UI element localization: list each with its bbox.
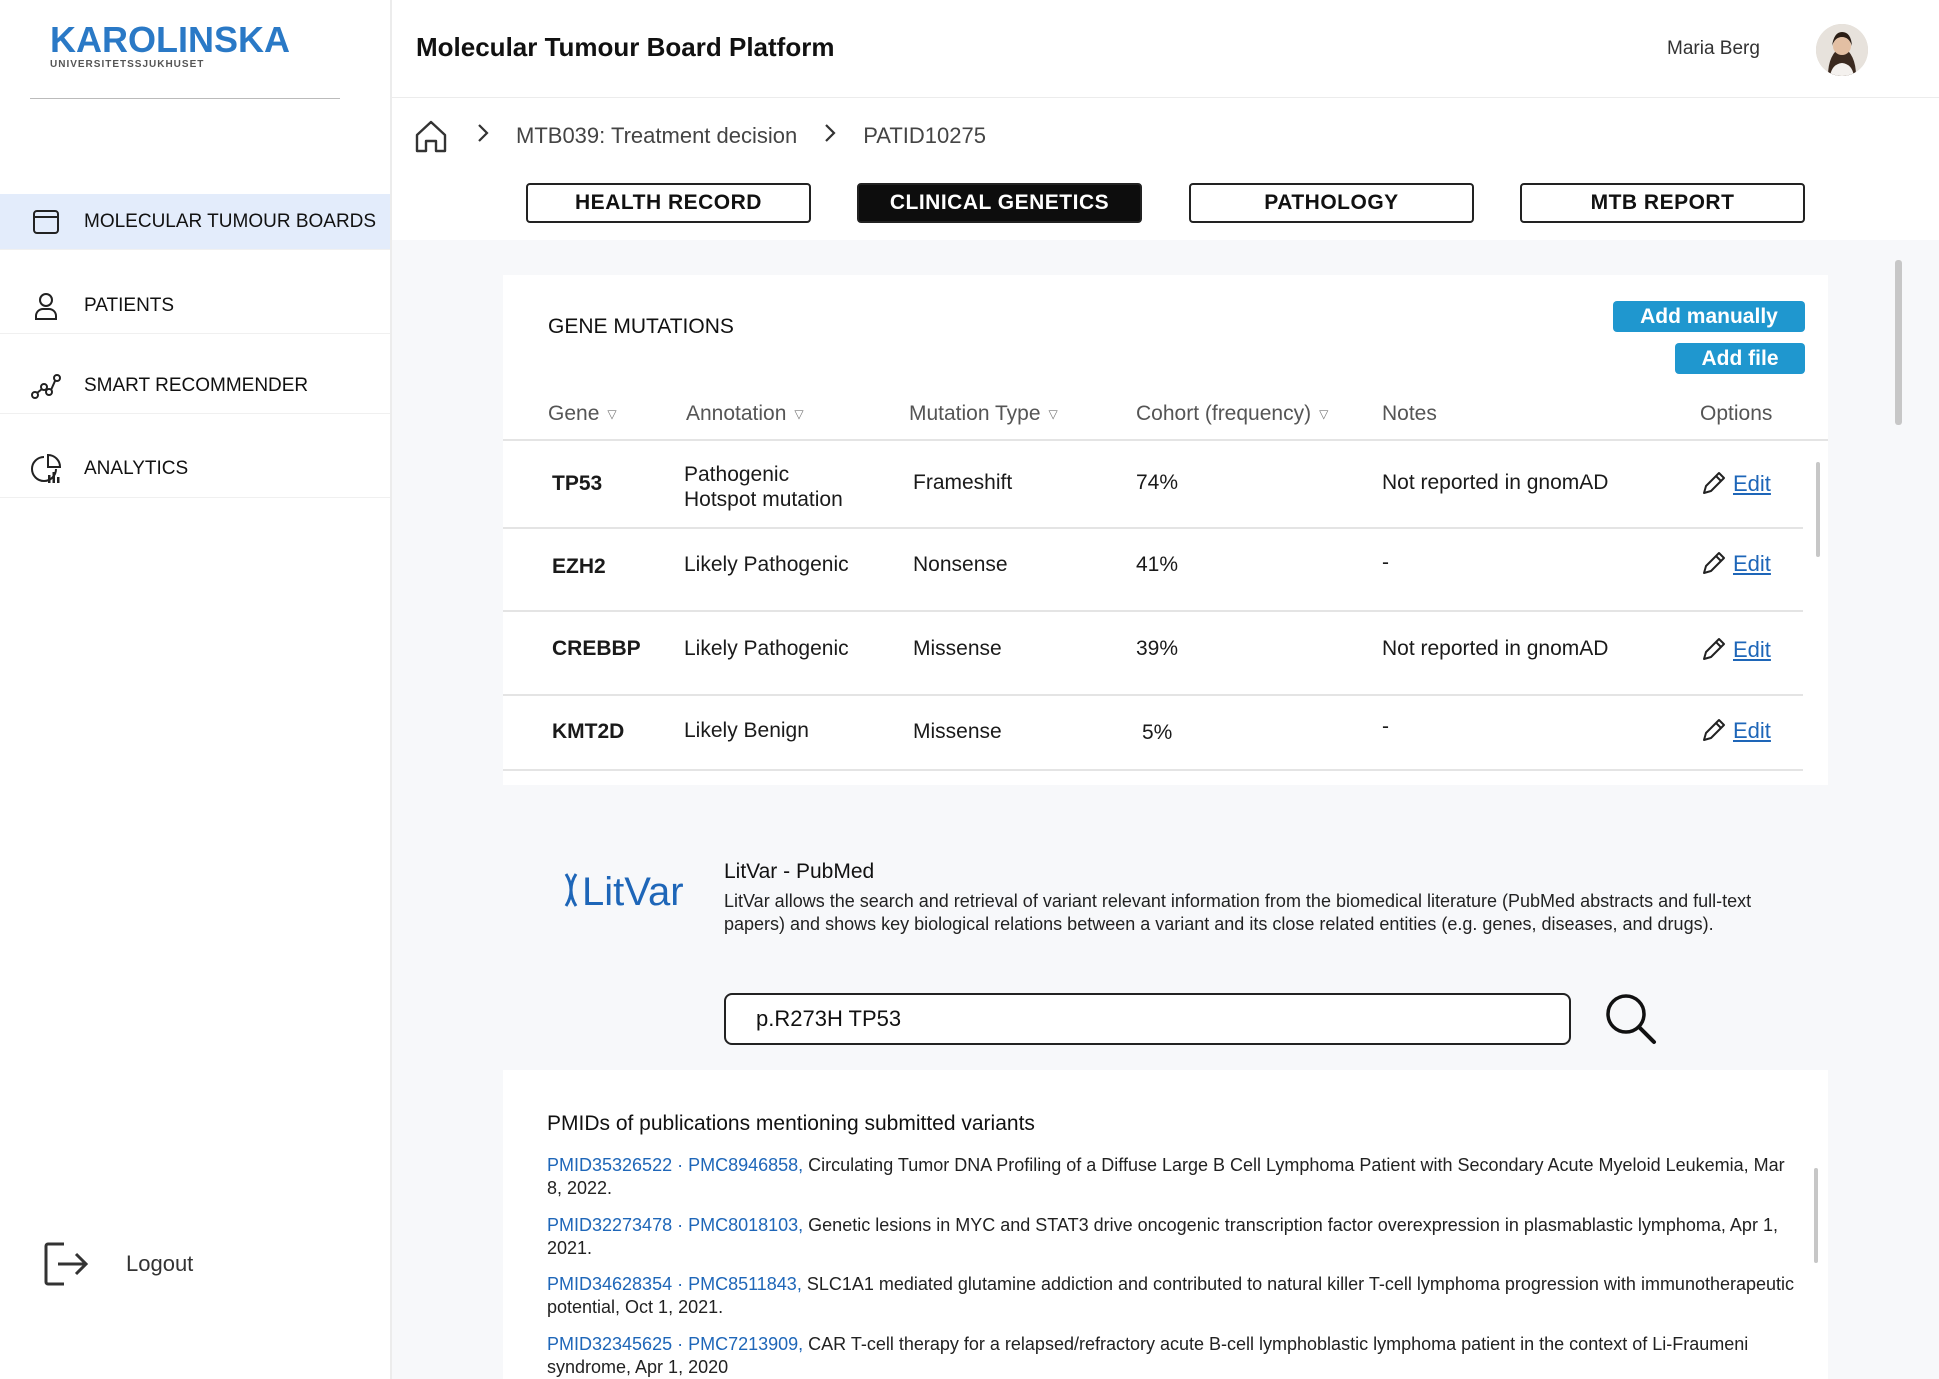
- user-name[interactable]: Maria Berg: [1667, 38, 1760, 59]
- annotation-cell: Likely Pathogenic: [684, 637, 849, 660]
- main-scrollbar[interactable]: [1895, 260, 1902, 425]
- edit-label: Edit: [1733, 718, 1771, 743]
- column-header-options: [1700, 402, 1772, 426]
- top-header: [392, 0, 1939, 98]
- gene-cell: TP53: [552, 472, 603, 495]
- pencil-icon: [1699, 717, 1727, 745]
- annotation-cell: Likely Pathogenic: [684, 553, 849, 576]
- litvar-description: LitVar allows the search and retrieval of variant relevant information from the biomedical literature (PubMed abstracts and full-text papers) and shows key biological relations between a variant and its close related entities (e.g. genes, diseases, and drugs).: [724, 891, 1752, 934]
- publication-text: Circulating Tumor DNA Profiling of a Diffuse Large B Cell Lymphoma Patient with Secondary Acute Myeloid Leukemia, Mar 8, 2022.: [547, 1155, 1785, 1198]
- column-label: Gene: [548, 402, 600, 425]
- breadcrumb-item-patient[interactable]: PATID10275: [863, 123, 986, 148]
- column-label: Mutation Type: [909, 402, 1041, 425]
- tab-pathology[interactable]: PATHOLOGY: [1189, 183, 1474, 223]
- pencil-icon: [1699, 470, 1727, 498]
- edit-link[interactable]: [1699, 470, 1771, 498]
- sidebar: [0, 0, 392, 1379]
- graph-nodes-icon: [30, 370, 62, 402]
- logout-label: Logout: [126, 1251, 194, 1276]
- pie-chart-icon: [30, 453, 62, 485]
- row-divider: [503, 769, 1803, 771]
- search-icon[interactable]: [1602, 990, 1660, 1048]
- breadcrumb: [412, 116, 986, 156]
- column-header-notes: [1382, 402, 1437, 426]
- sort-down-icon: ▽: [1048, 407, 1058, 421]
- add-file-button[interactable]: Add file: [1675, 343, 1805, 374]
- annotation-cell: Likely Benign: [684, 719, 809, 742]
- pmid-link[interactable]: PMID34628354 · PMC8511843,: [547, 1274, 802, 1294]
- publication-item: [547, 1154, 1797, 1200]
- sort-down-icon: ▽: [607, 407, 617, 421]
- litvar-search-input[interactable]: [724, 993, 1571, 1045]
- annotation-cell: [684, 462, 843, 512]
- app-title: Molecular Tumour Board Platform: [416, 32, 835, 62]
- mutation-type-cell: Missense: [913, 720, 1002, 743]
- cohort-cell: 5%: [1142, 721, 1173, 744]
- tab-mtb-report[interactable]: MTB REPORT: [1520, 183, 1805, 223]
- chevron-right-icon: [476, 122, 490, 150]
- sidebar-item-label: MOLECULAR TUMOUR BOARDS: [84, 210, 377, 232]
- logout-icon: [40, 1238, 92, 1290]
- litvar-title: LitVar - PubMed: [724, 860, 875, 883]
- sidebar-item-smart-recommender[interactable]: [0, 358, 390, 414]
- column-label: Annotation: [686, 402, 787, 425]
- cohort-cell: 41%: [1136, 553, 1179, 576]
- publications-scrollbar[interactable]: [1814, 1168, 1818, 1263]
- column-header-gene[interactable]: [548, 402, 617, 426]
- annotation-line: Pathogenic: [684, 463, 790, 486]
- edit-label: Edit: [1733, 637, 1771, 662]
- edit-label: Edit: [1733, 471, 1771, 496]
- mutation-type-cell: Nonsense: [913, 553, 1008, 576]
- column-label: Notes: [1382, 402, 1437, 425]
- sort-down-icon: ▽: [794, 407, 804, 421]
- pencil-icon: [1699, 550, 1727, 578]
- pmid-link[interactable]: PMID32273478 · PMC8018103,: [547, 1215, 804, 1235]
- column-header-annotation[interactable]: [686, 402, 804, 426]
- sidebar-item-molecular-tumour-boards[interactable]: [0, 194, 390, 250]
- publication-text: CAR T-cell therapy for a relapsed/refractory acute B-cell lymphoblastic lymphoma patient in the context of Li-Fraumeni syndrome, Apr 1, 2020: [547, 1334, 1749, 1377]
- notes-cell: -: [1382, 551, 1389, 574]
- gene-cell: EZH2: [552, 555, 606, 578]
- edit-link[interactable]: [1699, 717, 1771, 745]
- mutation-type-cell: Missense: [913, 637, 1002, 660]
- publication-text: SLC1A1 mediated glutamine addiction and contributed to natural killer T-cell lymphoma progression with immunotherapeutic potential, Oct 1, 2021.: [547, 1274, 1795, 1317]
- row-divider: [503, 694, 1803, 696]
- cohort-cell: 74%: [1136, 471, 1179, 494]
- sidebar-item-analytics[interactable]: [0, 440, 390, 498]
- add-manually-button[interactable]: Add manually: [1613, 301, 1805, 332]
- column-label: Options: [1700, 402, 1773, 425]
- sidebar-item-label: PATIENTS: [84, 294, 175, 316]
- person-icon: [30, 290, 62, 322]
- sort-down-icon: ▽: [1319, 407, 1329, 421]
- sidebar-item-patients[interactable]: [0, 278, 390, 334]
- chevron-right-icon: [823, 122, 837, 150]
- edit-link[interactable]: [1699, 636, 1771, 664]
- tab-health-record[interactable]: HEALTH RECORD: [526, 183, 811, 223]
- logo-divider: [30, 98, 340, 99]
- tab-clinical-genetics[interactable]: CLINICAL GENETICS: [857, 183, 1142, 223]
- sidebar-item-label: ANALYTICS: [84, 457, 189, 479]
- logo-sub-text: UNIVERSITETSSJUKHUSET: [50, 59, 205, 70]
- column-header-cohort[interactable]: [1136, 402, 1328, 426]
- logout-button[interactable]: [40, 1238, 193, 1290]
- publication-item: [547, 1273, 1797, 1319]
- column-label: Cohort (frequency): [1136, 402, 1312, 425]
- column-header-mutation-type[interactable]: [909, 402, 1058, 426]
- row-divider: [503, 527, 1803, 529]
- logo-main-text: KAROLINSKA: [50, 19, 290, 60]
- gene-mutations-title: GENE MUTATIONS: [548, 315, 734, 338]
- publication-item: [547, 1333, 1797, 1379]
- home-icon[interactable]: [412, 117, 450, 155]
- breadcrumb-item-mtb[interactable]: MTB039: Treatment decision: [516, 123, 798, 148]
- sidebar-item-label: SMART RECOMMENDER: [84, 374, 309, 396]
- notes-cell: Not reported in gnomAD: [1382, 471, 1609, 494]
- header-divider: [503, 439, 1828, 441]
- avatar[interactable]: [1816, 24, 1868, 76]
- gene-mutations-card: [503, 275, 1828, 785]
- cohort-cell: 39%: [1136, 637, 1179, 660]
- mutation-type-cell: Frameshift: [913, 471, 1013, 494]
- edit-label: Edit: [1733, 551, 1771, 576]
- pmid-link[interactable]: PMID35326522 · PMC8946858,: [547, 1155, 804, 1175]
- publication-item: [547, 1214, 1797, 1260]
- gene-cell: KMT2D: [552, 720, 625, 743]
- table-scrollbar[interactable]: [1816, 462, 1820, 557]
- pmid-link[interactable]: PMID32345625 · PMC7213909,: [547, 1334, 804, 1354]
- publication-text: Genetic lesions in MYC and STAT3 drive oncogenic transcription factor overexpression in plasmablastic lymphoma, Apr 1, 2021.: [547, 1215, 1778, 1258]
- karolinska-logo[interactable]: [50, 19, 290, 70]
- notes-cell: Not reported in gnomAD: [1382, 637, 1609, 660]
- publications-title: PMIDs of publications mentioning submitted variants: [547, 1112, 1035, 1135]
- pencil-icon: [1699, 636, 1727, 664]
- litvar-logo-text: LitVar: [582, 870, 684, 914]
- gene-cell: CREBBP: [552, 637, 641, 660]
- edit-link[interactable]: [1699, 550, 1771, 578]
- calendar-icon: [30, 206, 62, 238]
- dna-icon: [560, 870, 582, 915]
- annotation-line: Hotspot mutation: [684, 488, 843, 511]
- litvar-logo: [560, 870, 684, 915]
- notes-cell: -: [1382, 715, 1389, 738]
- row-divider: [503, 610, 1803, 612]
